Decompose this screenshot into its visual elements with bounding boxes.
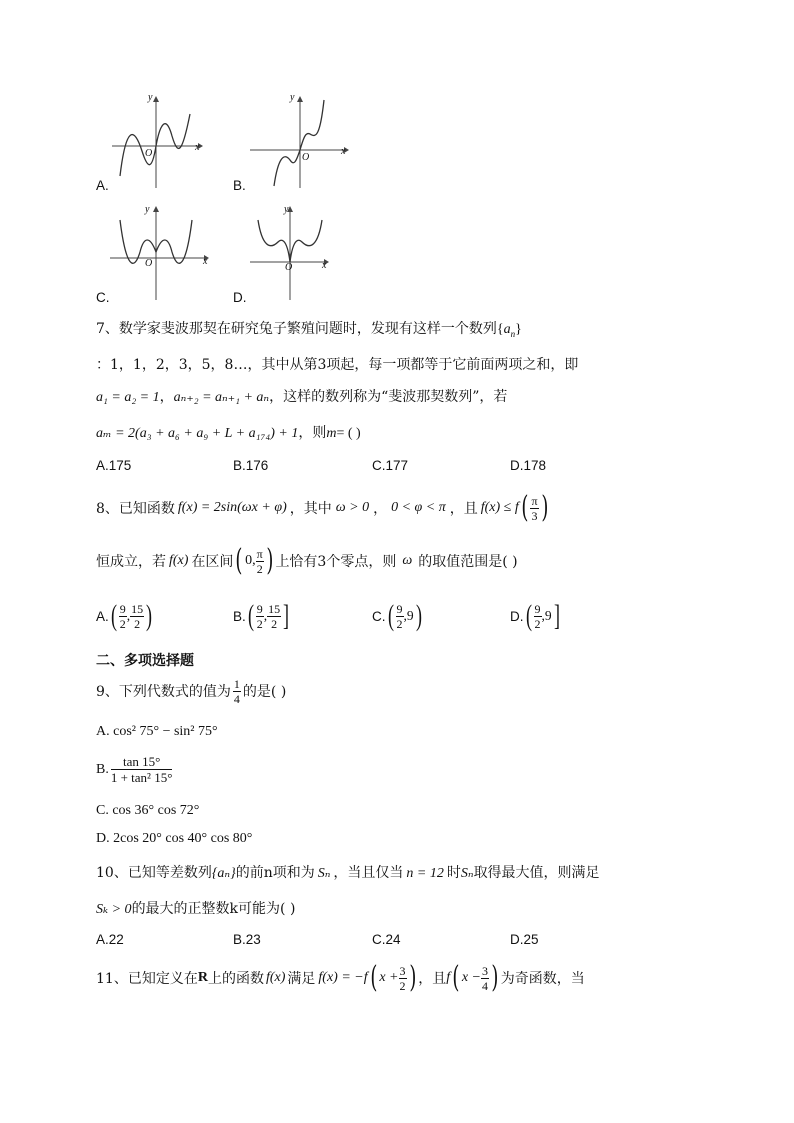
q11-fx: f(x) — [265, 970, 286, 985]
q8-option-c-label: C. — [372, 608, 386, 624]
q11-text3: 满足 — [287, 971, 316, 987]
q8-three: 3 — [531, 508, 538, 523]
q7-text3: ，这样的数列称为“斐波那契数列”，若 — [269, 389, 508, 405]
q9-option-d[interactable]: D. 2cos 20° cos 40° cos 80° — [96, 831, 253, 846]
graph-a-x-label: x — [195, 142, 200, 153]
q11-n2: 3 — [482, 963, 488, 978]
q8-option-a-label: A. — [96, 608, 109, 624]
q8-fx: f(x) — [169, 553, 189, 568]
q8-a-n1: 9 — [119, 601, 126, 616]
q9-option-c[interactable]: C. cos 36° cos 72° — [96, 803, 200, 818]
q10-cond: n = 12 — [406, 866, 444, 881]
q8-d-n1: 9 — [534, 601, 541, 616]
q9-option-a[interactable]: A. cos² 75° − sin² 75° — [96, 724, 218, 739]
q11-line1: 11、 已知定义在 R 上的函数 f(x) 满足 f(x) = −f ( x + $\frac{3}{2}$ ) ，且 f ( x − $\frac{3}{4}$ ) 为奇函数，当 — [96, 960, 585, 995]
q11-eq: f(x) = −f — [318, 970, 368, 985]
q10-option-b[interactable]: B.23 — [233, 932, 261, 947]
q8-option-c[interactable]: C. ( $\frac{9}{2}$ , 9 ) — [372, 599, 422, 632]
q7-line4 — [96, 422, 361, 442]
q8-option-d-label: D. — [510, 608, 524, 624]
q9-text1: 下列代数式的值为 — [118, 684, 231, 700]
q10-sn: Sₙ — [317, 866, 331, 881]
q9-b-label: B. — [96, 761, 109, 777]
q10-line1 — [96, 862, 600, 882]
graph-option-c: C. — [96, 290, 110, 305]
section-heading: 二、多项选择题 — [96, 653, 194, 669]
q11-d1: 2 — [399, 978, 406, 993]
q8-option-b-label: B. — [233, 608, 246, 624]
q8-omega: ω — [402, 553, 413, 568]
q10-sk: Sₖ > 0 — [96, 902, 132, 917]
q8-option-b-rbracket: ] — [283, 599, 290, 632]
q10-text6: 的最大的正整数k可能为( ) — [131, 901, 296, 917]
graph-c-y-label: y — [145, 204, 150, 215]
q8-d-v2: 9 — [544, 608, 552, 623]
q11-number: 11、 — [96, 971, 128, 987]
q8-number: 8、 — [96, 501, 119, 517]
q10-line2 — [96, 898, 295, 918]
q11-text4: ，且 — [418, 971, 447, 987]
q8-option-c-rbracket: ) — [415, 599, 422, 632]
graph-option-a: A. — [96, 178, 109, 193]
q8-b-d2: 2 — [271, 616, 278, 631]
graph-c — [110, 206, 210, 302]
q11-x-minus: x − — [461, 970, 481, 985]
graph-b — [250, 96, 350, 190]
q11-n1: 3 — [399, 963, 406, 978]
graph-d — [250, 206, 330, 302]
q8-option-d-rbracket: ] — [553, 599, 560, 632]
q9-frac-d: 4 — [233, 691, 240, 706]
q10-option-c[interactable]: C.24 — [372, 932, 401, 947]
q7-option-c[interactable]: C.177 — [372, 458, 409, 473]
q8-a-n2: 15 — [131, 601, 144, 616]
q8-text3: ，且 — [449, 501, 478, 517]
q7-option-a[interactable]: A.175 — [96, 458, 132, 473]
q8-a-d2: 2 — [134, 616, 141, 631]
q7-seq-symbol: a — [503, 322, 511, 337]
q8-line2: 恒成立，若 f(x) 在区间 ( 0, $\frac{\pi}{2}$ ) 上恰有3个零点，则 ω 的取值范围是( ) — [96, 543, 518, 578]
graph-c-x-label: x — [203, 256, 208, 267]
q10-text1: 已知等差数列 — [127, 865, 212, 881]
graph-b-origin: O — [302, 152, 310, 163]
q7-text1: 数学家斐波那契在研究兔子繁殖问题时，发现有这样一个数列 — [118, 321, 497, 337]
q9-b-num: tan 15° — [111, 755, 173, 770]
q9-frac-n: 1 — [233, 676, 240, 691]
q11-d2: 4 — [482, 978, 488, 993]
q8-text1: 已知函数 — [118, 501, 175, 517]
q7-number: 7、 — [96, 321, 119, 337]
q8-c-n1: 9 — [396, 601, 403, 616]
q8-option-c-lbracket: ( — [387, 599, 394, 632]
q8-a-d1: 2 — [119, 616, 126, 631]
q8-function: f(x) = 2sin(ωx + φ) — [177, 500, 287, 515]
q10-text5: 取得最大值，则满足 — [473, 865, 600, 881]
graph-c-origin: O — [145, 258, 153, 269]
graph-option-d: D. — [233, 290, 247, 305]
q7-var-m: m — [326, 426, 337, 441]
q8-option-a-lbracket: ( — [110, 599, 117, 632]
q9-option-b[interactable] — [96, 755, 172, 784]
q10-text2: 的前n项和为 — [235, 865, 315, 881]
q8-b-n2: 15 — [268, 601, 281, 616]
graph-d-x-label: x — [322, 260, 327, 271]
q11-text1: 已知定义在 — [127, 971, 198, 987]
q8-cond1: ω > 0 — [335, 500, 370, 515]
q11-x-plus: x + — [379, 970, 399, 985]
graph-b-x-label: x — [341, 146, 346, 157]
q8-c-v2: 9 — [406, 608, 414, 623]
q8-option-a-rbracket: ) — [146, 599, 153, 632]
q10-seq: {aₙ} — [211, 866, 236, 881]
graph-a — [112, 96, 204, 190]
q7-option-d[interactable]: D.178 — [510, 458, 547, 473]
graph-b-y-label: y — [290, 92, 295, 103]
q10-option-d[interactable]: D.25 — [510, 932, 539, 947]
q7-line1: 7、数学家斐波那契在研究兔子繁殖问题时，发现有这样一个数列$\{a_n\}$ — [96, 321, 522, 339]
q8-inequality: f(x) ≤ f — [480, 500, 519, 515]
q7-line2: ：1，1，2，3，5，8…，其中从第3项起，每一项都等于它前面两项之和，即 — [96, 357, 579, 373]
q9-number: 9、 — [96, 684, 119, 700]
q10-number: 10、 — [96, 865, 128, 881]
q10-option-a[interactable]: A.22 — [96, 932, 124, 947]
q8-d-d1: 2 — [534, 616, 541, 631]
q7-line3: a₁ = a₂ = 1，aₙ₊₂ = aₙ₊₁ + aₙ，这样的数列称为“斐波那契数列”，若 — [96, 389, 508, 405]
q7-eq3: aₘ = 2(a₃ + a₆ + a₉ + L + a₁₇₄) + 1 — [96, 426, 299, 441]
q8-cond2: 0 < φ < π — [391, 500, 446, 515]
q8-text4: 恒成立，若 — [96, 554, 166, 570]
q8-text2: ，其中 — [289, 501, 332, 517]
q9-stem — [96, 672, 286, 710]
q7-option-b[interactable]: B.176 — [233, 458, 269, 473]
q8-two: 2 — [256, 561, 263, 576]
q7-text4: ，则 — [298, 425, 327, 441]
graph-d-origin: O — [285, 262, 293, 273]
q7-seq-sub: n — [510, 328, 516, 339]
q11-text5: 为奇函数，当 — [500, 971, 585, 987]
q11-real: R — [197, 970, 208, 985]
q8-b-d1: 2 — [256, 616, 263, 631]
q10-sn-2: Sₙ — [460, 866, 474, 881]
q8-text5: 在区间 — [191, 554, 234, 570]
q11-f: f — [446, 970, 451, 985]
q8-pi: π — [531, 493, 538, 508]
q10-text4: 时 — [446, 865, 461, 881]
q8-c-d1: 2 — [396, 616, 403, 631]
q8-text6: 上恰有3个零点，则 — [275, 554, 397, 570]
q7-eq1: a₁ = a₂ = 1 — [96, 390, 160, 405]
q9-text2: 的是( ) — [242, 684, 287, 700]
q8-zero: 0, — [245, 553, 256, 568]
graph-a-y-label: y — [148, 92, 153, 103]
q8-option-d[interactable]: D. ( $\frac{9}{2}$ , 9 ] — [510, 599, 560, 632]
q8-text7: 的取值范围是( ) — [418, 554, 518, 570]
q10-text3: ，当且仅当 — [333, 865, 404, 881]
graph-d-y-label: y — [284, 204, 289, 215]
q11-text2: 上的函数 — [207, 971, 264, 987]
q8-pi-2: π — [256, 546, 263, 561]
q8-option-d-lbracket: ( — [525, 599, 532, 632]
q7-eq2: aₙ₊₂ = aₙ₊₁ + aₙ — [173, 390, 270, 405]
q8-option-b[interactable]: B. ( $\frac{9}{2}$ , $\frac{15}{2}$ ] — [233, 599, 290, 632]
q9-b-den: 1 + tan² 15° — [110, 770, 173, 785]
graph-option-b: B. — [233, 178, 246, 193]
q7-paren: = ( ) — [336, 426, 361, 441]
q8-option-b-lbracket: ( — [247, 599, 254, 632]
q8-option-a[interactable]: A. ( $\frac{9}{2}$ , $\frac{15}{2}$ ) — [96, 599, 153, 632]
q8-b-n1: 9 — [256, 601, 263, 616]
q8-line1: 8、 已知函数 f(x) = 2sin(ωx + φ) ，其中 ω > 0 ， 0 < φ < π ，且 f(x) ≤ f ( $\frac{\pi}{3}$ ) — [96, 490, 548, 525]
graph-a-origin: O — [145, 148, 153, 159]
